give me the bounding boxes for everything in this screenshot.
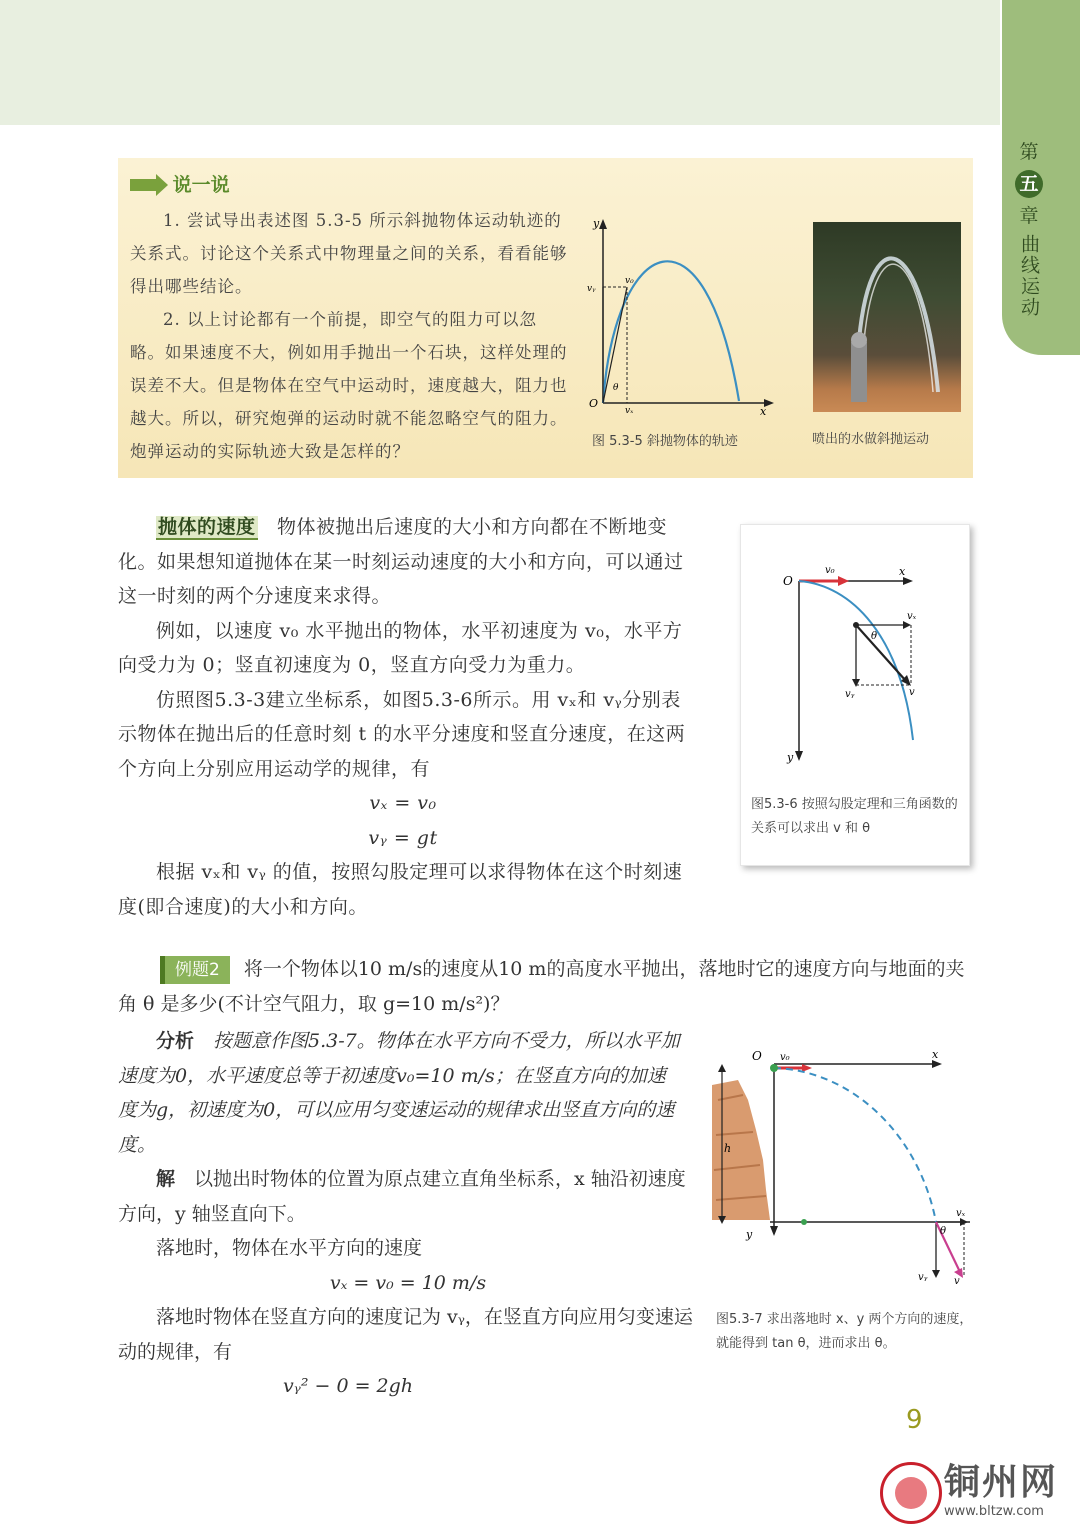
section-para-4: 根据 vₓ和 vᵧ 的值，按照勾股定理可以求得物体在这个时刻速度(即合速度)的大小和方向。 xyxy=(118,861,683,918)
figure-5-3-5-caption: 图 5.3-5 斜抛物体的轨迹 xyxy=(592,434,738,449)
vy-label: vᵧ xyxy=(918,1272,928,1283)
v-label: v xyxy=(909,687,915,698)
v0-label: v₀ xyxy=(625,276,634,286)
example-solution xyxy=(118,1162,698,1404)
vx-label: vₓ xyxy=(625,406,634,415)
figure-5-3-7 xyxy=(708,1040,978,1300)
section-para-2: 例如，以速度 v₀ 水平抛出的物体，水平初速度为 v₀，水平方向受力为 0；竖直初速度为 0，竖直方向受力为重力。 xyxy=(118,619,683,676)
solution-label: 解 xyxy=(156,1168,176,1190)
analysis-text: 按题意作图5.3-7。物体在水平方向不受力，所以水平加速度为0，水平速度总等于初速度v₀=10 m/s；在竖直方向的加速度为g，初速度为0，可以应用匀变速运动的规律求出竖直方向的速度。 xyxy=(118,1030,680,1156)
v0-label: v₀ xyxy=(780,1052,790,1063)
example-question: 将一个物体以10 m/s的速度从10 m的高度水平抛出，落地时它的速度方向与地面的夹角 θ 是多少(不计空气阻力，取 g=10 m/s²)？ xyxy=(118,958,965,1015)
figure-5-3-6 xyxy=(740,524,970,866)
section-para-3: 仿照图5.3-3建立坐标系，如图5.3-6所示。用 vₓ和 vᵧ分别表示物体在抛出后的任意时刻 t 的水平分速度和竖直分速度，在这两个方向上分别应用运动学的规律，有 xyxy=(118,688,686,780)
discussion-text xyxy=(130,204,570,468)
equation-vx-value: vₓ = v₀ = 10 m/s xyxy=(329,1271,487,1294)
page-number: 9 xyxy=(906,1405,923,1435)
header-band xyxy=(0,0,1000,125)
section-intro: 物体被抛出后速度的大小和方向都在不断地变化。如果想知道抛体在某一时刻运动速度的大小和方向，可以通过这一时刻的两个分速度来求得。 xyxy=(118,516,684,607)
arrow-icon xyxy=(130,179,158,191)
axis-x-label: x xyxy=(760,405,767,415)
solution-step-2: 落地时，物体在水平方向的速度 xyxy=(156,1237,423,1259)
analysis-label: 分析 xyxy=(156,1030,195,1052)
discussion-heading: 说一说 xyxy=(130,170,230,197)
solution-step-1: 以抛出时物体的位置为原点建立直角坐标系，x 轴沿初速度方向，y 轴竖直向下。 xyxy=(118,1168,686,1225)
axis-x-label: x xyxy=(899,565,906,578)
v0-label: v₀ xyxy=(825,565,835,576)
axis-y-label: y xyxy=(787,751,794,764)
figure-5-3-5 xyxy=(575,215,775,415)
velocity-section xyxy=(118,510,688,924)
vx-label: vₓ xyxy=(907,611,917,622)
origin-label: O xyxy=(752,1049,762,1063)
section-keyword: 抛体的速度 xyxy=(158,516,256,538)
equation-vx: vₓ = v₀ xyxy=(369,792,437,814)
watermark-url: www.bltzw.com xyxy=(944,1504,1044,1519)
vx-label: vₓ xyxy=(956,1208,966,1219)
chapter-tab xyxy=(1002,0,1080,355)
height-label: h xyxy=(724,1142,732,1155)
v-label: v xyxy=(954,1276,960,1287)
watermark-logo xyxy=(880,1458,1080,1527)
origin-label: O xyxy=(589,397,599,410)
equation-vy-squared: vᵧ² − 0 = 2gh xyxy=(282,1375,414,1397)
logo-icon xyxy=(880,1462,942,1524)
chapter-title: 曲线运动 xyxy=(1018,234,1040,318)
figure-5-3-7-caption: 图5.3-7 求出落地时 x、y 两个方向的速度，就能得到 tan θ，进而求出 θ。 xyxy=(716,1312,973,1351)
example-analysis xyxy=(118,1024,683,1162)
origin-label: O xyxy=(783,574,793,588)
fountain-photo xyxy=(813,222,961,412)
theta-label: θ xyxy=(940,1226,947,1237)
discussion-item-2: 2. 以上讨论都有一个前提，即空气的阻力可以忽略。如果速度不大，例如用手抛出一个石块，这样处理的误差不大。但是物体在空气中运动时，速度越大，阻力也越大。所以，研究炮弹的运动时就不能忽略空气的阻力。炮弹运动的实际轨迹大致是怎样的？ xyxy=(130,310,568,461)
solution-step-3: 落地时物体在竖直方向的速度记为 vᵧ，在竖直方向应用匀变速运动的规律，有 xyxy=(118,1306,693,1363)
axis-x-label: x xyxy=(932,1048,939,1061)
axis-y-label: y xyxy=(593,217,600,230)
equation-vy: vᵧ = gt xyxy=(368,826,438,849)
chapter-number: 五 xyxy=(1015,170,1043,198)
vy-label: vᵧ xyxy=(845,689,855,700)
vy-label: vᵧ xyxy=(587,284,596,294)
example-tag: 例题2 xyxy=(160,956,230,984)
photo-caption: 喷出的水做斜抛运动 xyxy=(812,432,930,447)
theta-label: θ xyxy=(871,631,878,642)
example-2 xyxy=(118,952,978,1022)
figure-5-3-6-caption: 图5.3-6 按照勾股定理和三角函数的关系可以求出 v 和 θ xyxy=(751,797,958,836)
chapter-pre: 第 xyxy=(1019,141,1039,163)
theta-label: θ xyxy=(613,383,619,393)
discussion-item-1: 1. 尝试导出表述图 5.3-5 所示斜抛物体运动轨迹的关系式。讨论这个关系式中物理量之间的关系，看看能够得出哪些结论。 xyxy=(130,211,568,296)
chapter-post: 章 xyxy=(1019,205,1039,227)
axis-y-label: y xyxy=(746,1228,753,1241)
watermark-name: 铜州网 xyxy=(944,1462,1059,1503)
